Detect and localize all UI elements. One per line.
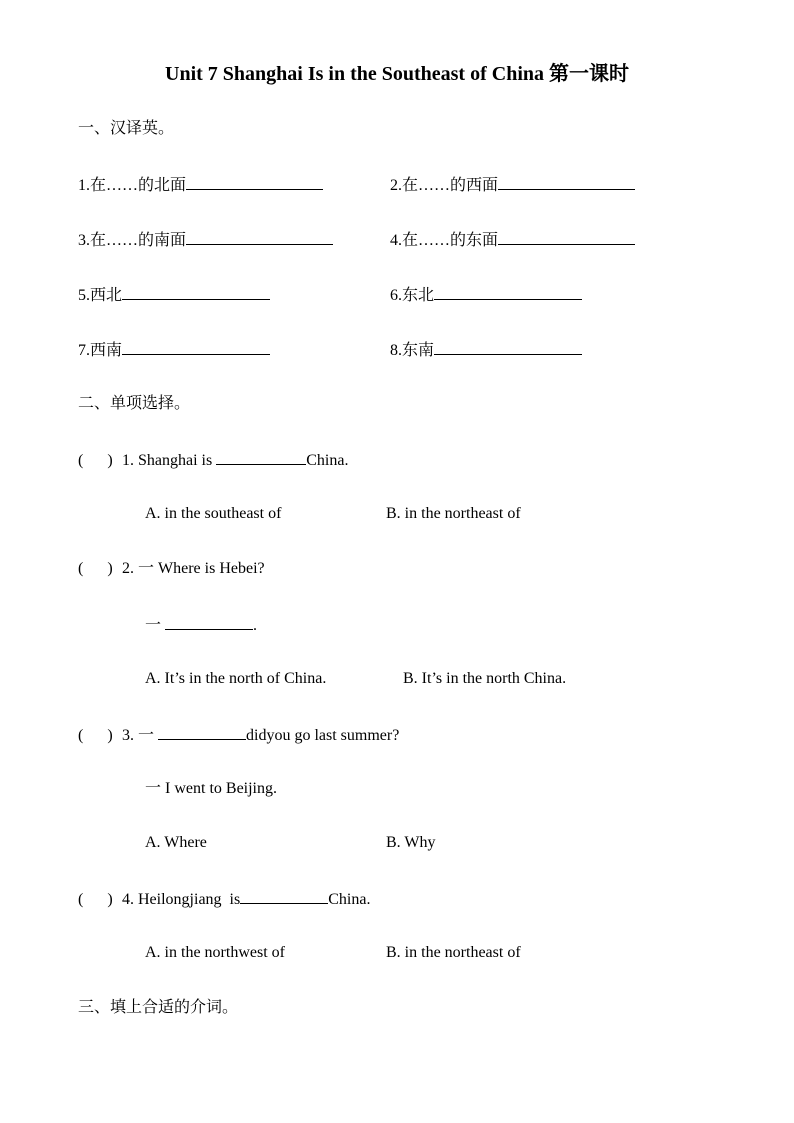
- question-3-number: 3.: [122, 727, 134, 744]
- question-1-tail: China.: [306, 452, 349, 469]
- dash: 一: [138, 727, 155, 744]
- item-2-label: 2.在……的西面: [390, 177, 499, 194]
- dash: 一: [145, 617, 162, 634]
- question-3-tail: didyou go last summer?: [246, 727, 400, 744]
- question-2: [78, 558, 265, 580]
- item-7: [78, 338, 270, 362]
- question-4-stem: 4. Heilongjiang is: [122, 891, 241, 908]
- question-3: [78, 723, 399, 747]
- item-5: [78, 283, 270, 307]
- item-4-label: 4.在……的东面: [390, 232, 499, 249]
- item-8-label: 8.东南: [390, 342, 435, 359]
- question-2-blank[interactable]: [165, 613, 253, 630]
- item-6: [390, 283, 582, 307]
- answer-blank-6[interactable]: [434, 283, 582, 300]
- question-2-line1: Where is Hebei?: [158, 560, 265, 577]
- question-4-blank[interactable]: [240, 887, 328, 904]
- item-2: [390, 173, 635, 197]
- item-6-label: 6.东北: [390, 287, 435, 304]
- answer-paren-3[interactable]: ( ): [78, 727, 113, 744]
- question-4-tail: China.: [328, 891, 371, 908]
- answer-blank-1[interactable]: [186, 173, 323, 190]
- question-2-option-a[interactable]: A. It’s in the north of China.: [145, 670, 327, 687]
- question-3-option-a[interactable]: A. Where: [145, 834, 207, 851]
- item-3-label: 3.在……的南面: [78, 232, 187, 249]
- answer-blank-5[interactable]: [122, 283, 270, 300]
- question-1-stem: 1. Shanghai is: [122, 452, 213, 469]
- question-3-line2: 一 I went to Beijing.: [145, 780, 277, 797]
- item-7-label: 7.西南: [78, 342, 123, 359]
- section3-heading: 三、填上合适的介词。: [78, 999, 239, 1016]
- question-2-number: 2.: [122, 560, 134, 577]
- question-1: [78, 448, 348, 472]
- page-title: Unit 7 Shanghai Is in the Southeast of China 第一课时: [165, 63, 629, 85]
- question-1-option-b[interactable]: B. in the northeast of: [386, 505, 521, 522]
- item-1-label: 1.在……的北面: [78, 177, 187, 194]
- question-4-option-a[interactable]: A. in the northwest of: [145, 944, 285, 961]
- question-4: [78, 887, 370, 911]
- section2-heading: 二、单项选择。: [78, 395, 191, 412]
- answer-paren-4[interactable]: ( ): [78, 891, 113, 908]
- dash: 一: [145, 780, 162, 797]
- answer-blank-7[interactable]: [122, 338, 270, 355]
- answer-paren-1[interactable]: ( ): [78, 452, 113, 469]
- item-8: [390, 338, 582, 362]
- question-1-blank[interactable]: [216, 448, 306, 465]
- item-5-label: 5.西北: [78, 287, 123, 304]
- question-2-answer-line: 一 .: [145, 613, 257, 637]
- question-1-option-a[interactable]: A. in the southeast of: [145, 505, 282, 522]
- answer-blank-3[interactable]: [186, 228, 333, 245]
- answer-blank-2[interactable]: [498, 173, 635, 190]
- question-3-blank[interactable]: [158, 723, 246, 740]
- item-1: [78, 173, 323, 197]
- dash: 一: [138, 560, 155, 577]
- section1-heading: 一、汉译英。: [78, 120, 175, 137]
- answer-blank-8[interactable]: [434, 338, 582, 355]
- question-4-option-b[interactable]: B. in the northeast of: [386, 944, 521, 961]
- question-3-option-b[interactable]: B. Why: [386, 834, 436, 851]
- question-2-option-b[interactable]: B. It’s in the north China.: [403, 670, 567, 687]
- answer-paren-2[interactable]: ( ): [78, 560, 113, 577]
- item-4: [390, 228, 635, 252]
- answer-blank-4[interactable]: [498, 228, 635, 245]
- item-3: [78, 228, 333, 252]
